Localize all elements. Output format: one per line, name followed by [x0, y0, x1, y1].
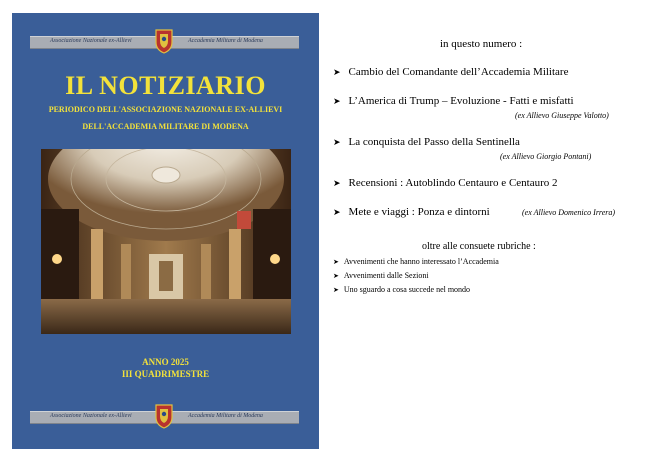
contents-heading: in questo numero : [440, 38, 523, 50]
arrowhead-bullet-icon: ➤ [333, 68, 341, 78]
regular-section-text: Uno sguardo a cosa succede nel mondo [343, 285, 471, 294]
contents-item [333, 177, 558, 189]
cover-subtitle-line2: DELL'ACCADEMIA MILITARE DI MODENA [82, 122, 249, 131]
banner-right-text: Accademia Militare di Modena [188, 413, 263, 419]
arrowhead-bullet-icon: ➤ [333, 258, 339, 266]
contents-item-text: Mete e viaggi : Ponza e dintorni [348, 206, 490, 218]
contents-item [333, 66, 568, 78]
arrowhead-bullet-icon: ➤ [333, 97, 341, 107]
crest-icon [153, 28, 175, 54]
arrowhead-bullet-icon: ➤ [333, 179, 341, 189]
contents-item [333, 136, 520, 148]
table-of-contents [330, 0, 653, 462]
regular-section-item [333, 257, 499, 266]
contents-item-author: (ex Allievo Giuseppe Valotto) [515, 111, 609, 120]
arrowhead-bullet-icon: ➤ [333, 208, 341, 218]
regular-section-text: Avvenimenti che hanno interessato l’Accademia [343, 257, 499, 266]
magazine-cover [12, 13, 319, 449]
banner-right-text: Accademia Militare di Modena [188, 38, 263, 44]
contents-item-text: La conquista del Passo della Sentinella [348, 136, 520, 148]
banner-left-text: Associazione Nazionale ex-Allievi [50, 38, 132, 44]
arrowhead-bullet-icon: ➤ [333, 138, 341, 148]
contents-item [333, 95, 574, 107]
regular-section-item [333, 271, 429, 280]
contents-item-text: Cambio del Comandante dell’Accademia Militare [348, 66, 569, 78]
cover-year: ANNO 2025 [142, 357, 189, 367]
cover-term: III QUADRIMESTRE [121, 369, 210, 379]
arrowhead-bullet-icon: ➤ [333, 272, 339, 280]
regular-section-text: Avvenimenti dalle Sezioni [343, 271, 429, 280]
academy-hall-photo [41, 149, 291, 334]
cover-title: IL NOTIZIARIO [65, 71, 266, 100]
crest-icon [153, 403, 175, 429]
regular-sections-heading: oltre alle consuete rubriche : [422, 241, 536, 252]
contents-item [333, 206, 490, 218]
arrowhead-bullet-icon: ➤ [333, 286, 339, 294]
contents-item-text: Recensioni : Autoblindo Centauro e Centauro 2 [348, 177, 558, 189]
contents-item-text: L’America di Trump – Evoluzione - Fatti e misfatti [348, 95, 574, 107]
regular-section-item [333, 285, 470, 294]
contents-item-author: (ex Allievo Domenico Irrera) [522, 208, 616, 217]
cover-subtitle-line1: PERIODICO DELL'ASSOCIAZIONE NAZIONALE EX-ALLIEVI [48, 105, 283, 114]
contents-item-author: (ex Allievo Giorgio Pontani) [500, 152, 592, 161]
banner-left-text: Associazione Nazionale ex-Allievi [50, 413, 132, 419]
